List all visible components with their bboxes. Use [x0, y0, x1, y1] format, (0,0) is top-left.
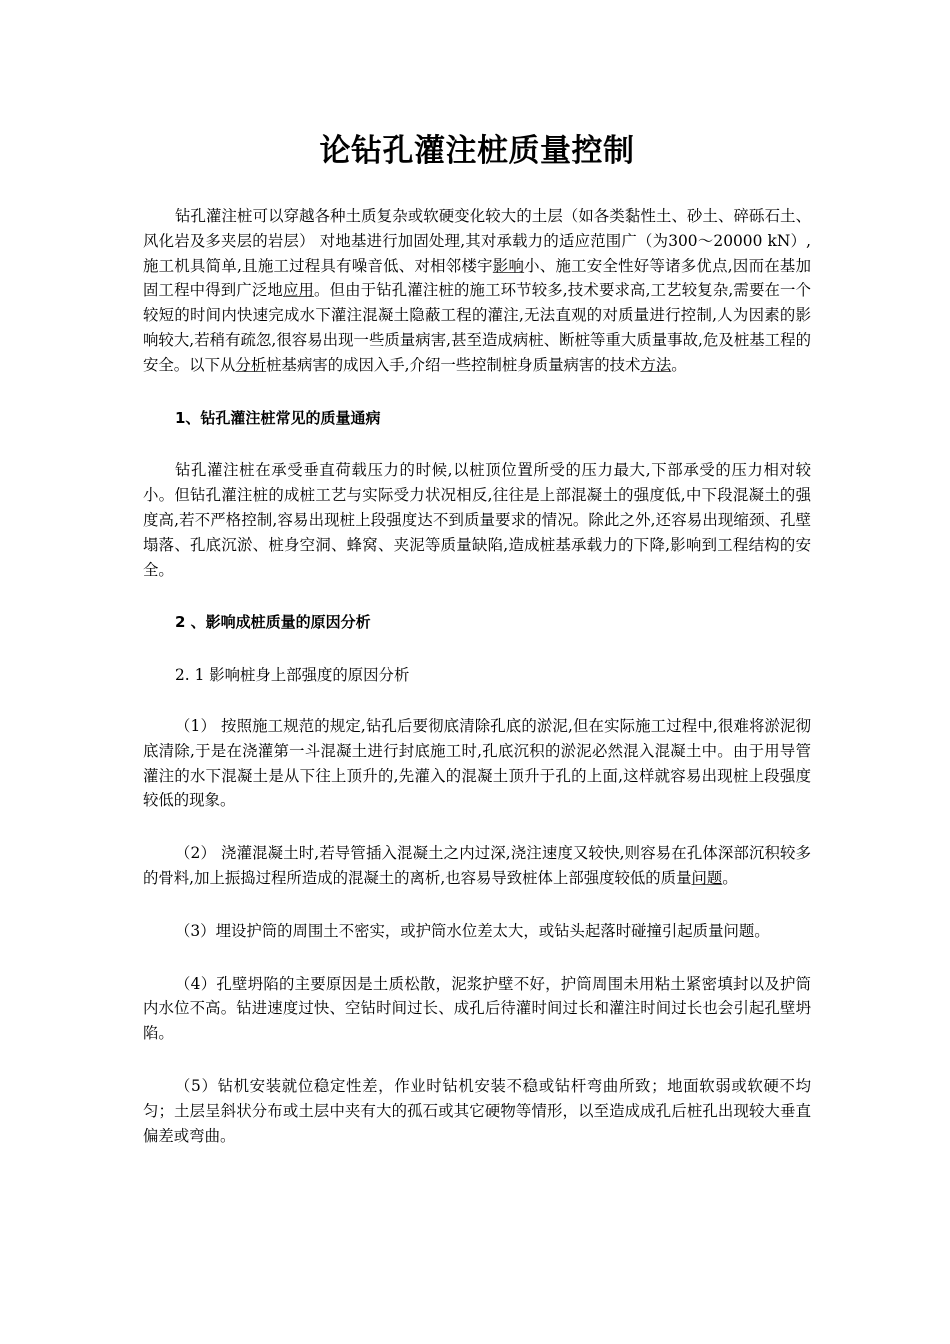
link-yingxiang[interactable]: 影响	[492, 256, 525, 275]
intro-paragraph	[143, 204, 811, 378]
intro-text-5: 。	[671, 355, 687, 374]
link-yingyong[interactable]: 应用	[282, 281, 315, 300]
section2-heading: 2 、影响成桩质量的原因分析	[175, 613, 371, 632]
cause-paragraph-5: （5）钻机安装就位稳定性差，作业时钻机安装不稳或钻杆弯曲所致；地面软弱或软硬不均匀；土层呈斜状分布或土层中夹有大的孤石或其它硬物等情形，以至造成成孔后桩孔出现较大垂直偏差或弯曲。	[143, 1076, 811, 1145]
intro-text-1: 钻孔灌注桩可以穿越各种土质复杂或软硬变化较大的土层（如各类黏性土、砂土、碎砾石土、风化岩及多夹层的岩层） 对地基进行加固处理,其对承载力的适应范围广（为300～20000 kN）,施工机具简单,且施工过程具有噪音低、对相邻楼宇	[143, 207, 811, 275]
link-wenti[interactable]: 问题	[691, 868, 723, 887]
cause-2-end: 。	[722, 868, 738, 887]
intro-text-3: 。但由于钻孔灌注桩的施工环节较多,技术要求高,工艺较复杂,需要在一个较短的时间内快速完成水下灌注混凝土隐蔽工程的灌注,无法直观的对质量进行控制,人为因素的影响较大,若稍有疏忽,很容易出现一些质量病害,甚至造成病桩、断桩等重大质量事故,危及桩基工程的安全。以下从	[143, 281, 811, 374]
cause-paragraph-2	[143, 841, 811, 891]
cause-paragraph-3: （3）埋设护筒的周围土不密实，或护筒水位差太大，或钻头起落时碰撞引起质量问题。	[175, 921, 770, 940]
document-page	[143, 128, 811, 1176]
intro-text-4: 桩基病害的成因入手,介绍一些控制桩身质量病害的技术	[266, 355, 641, 374]
subsection-2-1-heading: 2. 1 影响桩身上部强度的原因分析	[175, 666, 410, 685]
link-fenxi[interactable]: 分析	[235, 355, 267, 374]
intro-text-2: 小、施工安全性好等诸多优点,因而在基加固工程中得到广泛地	[143, 256, 811, 300]
cause-paragraph-1: （1） 按照施工规范的规定,钻孔后要彻底清除孔底的淤泥,但在实际施工过程中,很难将淤泥彻底清除,于是在浇灌第一斗混凝土进行封底施工时,孔底沉积的淤泥必然混入混凝土中。由于用导管灌注的水下混凝土是从下往上顶升的,先灌入的混凝土顶升于孔的上面,这样就容易出现桩上段强度较低的现象。	[143, 716, 811, 810]
cause-2-text: （2） 浇灌混凝土时,若导管插入混凝土之内过深,浇注速度又较快,则容易在孔体深部沉积较多的骨料,加上振捣过程所造成的混凝土的离析,也容易导致桩体上部强度较低的质量	[143, 844, 811, 887]
document-title: 论钻孔灌注桩质量控制	[319, 133, 635, 169]
section1-paragraph: 钻孔灌注桩在承受垂直荷载压力的时候,以桩顶位置所受的压力最大,下部承受的压力相对较小。但钻孔灌注桩的成桩工艺与实际受力状况相反,往往是上部混凝土的强度低,中下段混凝土的强度高,若不严格控制,容易出现桩上段强度达不到质量要求的情况。除此之外,还容易出现缩颈、孔壁塌落、孔底沉淤、桩身空洞、蜂窝、夹泥等质量缺陷,造成桩基承载力的下降,影响到工程结构的安全。	[143, 461, 811, 579]
link-fangfa[interactable]: 方法	[640, 355, 672, 374]
cause-paragraph-4: （4）孔壁坍陷的主要原因是土质松散，泥浆护壁不好，护筒周围未用粘土紧密填封以及护筒内水位不高。钻进速度过快、空钻时间过长、成孔后待灌时间过长和灌注时间过长也会引起孔壁坍陷。	[143, 974, 811, 1043]
section1-heading: 1、钻孔灌注桩常见的质量通病	[175, 408, 381, 427]
